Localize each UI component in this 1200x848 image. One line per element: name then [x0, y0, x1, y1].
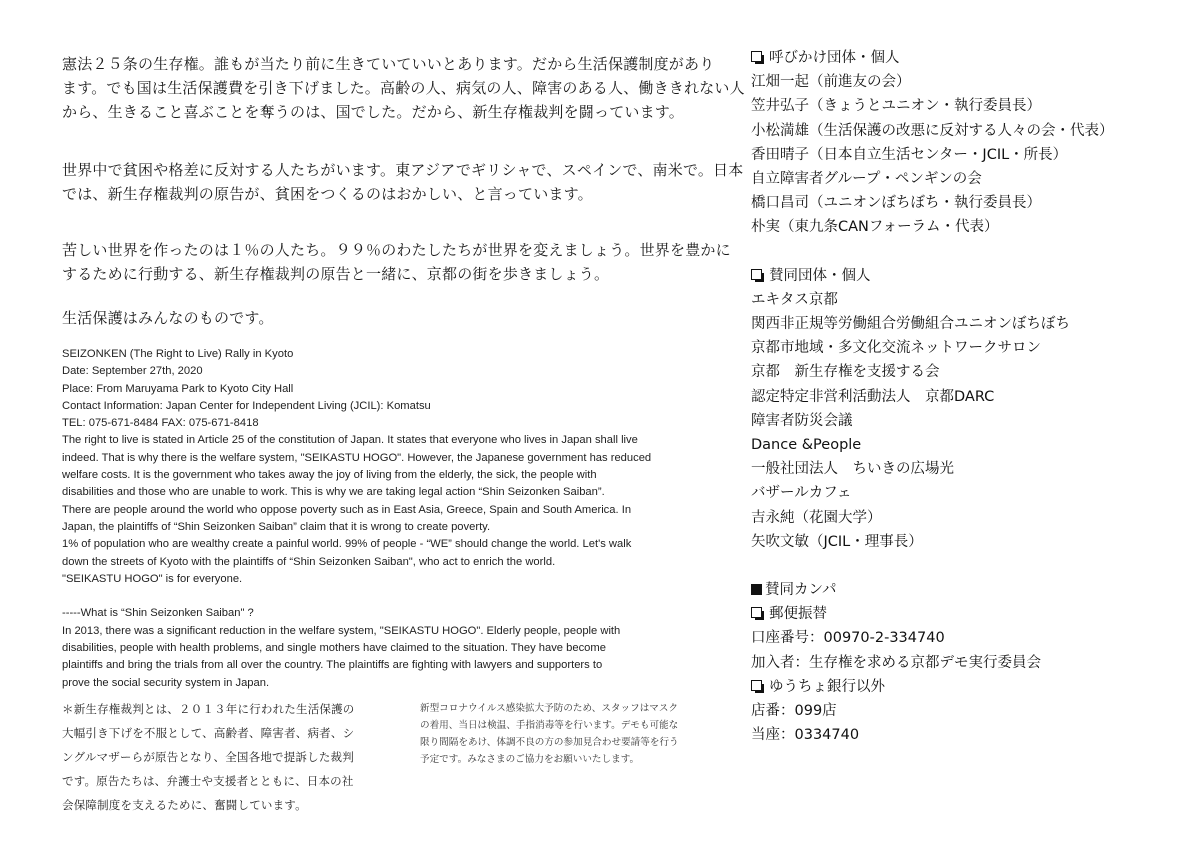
supporter-item: 京都 新生存権を支援する会: [751, 364, 940, 381]
intro-line: 憲法２５条の生存権。誰もが当たり前に生きていていいとあります。だから生活保護制度があり: [62, 55, 715, 73]
what-body-line: plaintiffs and bring the trials from all over the country. The plaintiffs are fighting with lawyers and supporters to: [62, 659, 603, 672]
event-phone: TEL: 075-671-8484 FAX: 075-671-8418: [62, 417, 259, 430]
lawsuit-note-line: ングルマザーらが原告となり、全国各地で提訴した裁判: [62, 750, 354, 764]
english-body-line: welfare costs. It is the government who takes away the joy of living from the elderly, the sick, the people with: [62, 469, 597, 482]
intro-paragraph: [62, 52, 745, 124]
change-paragraph: [62, 238, 730, 286]
english-section: [62, 346, 734, 692]
world-line: 世界中で貧困や格差に反対する人たちがいます。東アジアでギリシャで、スペインで、南米で。日本: [62, 161, 744, 179]
supporter-item: Dance &People: [751, 437, 862, 454]
supporter-item: 矢吹文敏（JCIL・理事長）: [751, 533, 923, 550]
covid-note-line: 限り間隔をあけ、体調不良の方の参加見合わせ要請等を行う: [420, 737, 679, 748]
current-account: 当座：0334740: [751, 727, 860, 744]
supporter-item: 一般社団法人 ちいきの広場光: [751, 461, 954, 478]
covid-note-line: 新型コロナウイルス感染拡大予防のため、スタッフはマスク: [420, 703, 679, 714]
what-heading: -----What is “Shin Seizonken Saiban" ?: [62, 607, 254, 620]
branch-number: 店番：099店: [751, 703, 837, 720]
intro-line: から、生きること喜ぶことを奪うのは、国でした。だから、新生存権裁判を闘っています。: [62, 103, 685, 121]
postal-heading-label: 郵便振替: [769, 606, 827, 623]
organizer-item: 朴実（東九条CANフォーラム・代表）: [751, 219, 999, 236]
world-paragraph: [62, 158, 744, 206]
checkbox-icon: [751, 269, 762, 280]
english-body-line: Japan, the plaintiffs of “Shin Seizonken Saiban” claim that it is wrong to create poverty.: [62, 520, 491, 533]
checkbox-icon: [751, 607, 762, 618]
what-body-line: prove the social security system in Japan.: [62, 676, 270, 689]
covid-note: [420, 700, 732, 768]
lawsuit-note: [62, 697, 400, 817]
organizer-item: 橋口昌司（ユニオンぼちぼち・執行委員長）: [751, 195, 1041, 212]
slogan-line: 生活保護はみんなのものです。: [62, 309, 274, 327]
lawsuit-note-line: 会保障制度を支えるために、奮闘しています。: [62, 798, 307, 812]
english-body-line: The right to live is stated in Article 25 of the constitution of Japan. It states that everyone who lives in Japan shall live: [62, 434, 638, 447]
spacer: [62, 588, 734, 605]
supporters-heading-label: 賛同団体・個人: [769, 267, 871, 284]
lawsuit-note-line: です。原告たちは、弁護士や支援者とともに、日本の社: [62, 774, 354, 788]
organizer-item: 自立障害者グループ・ペンギンの会: [751, 171, 982, 188]
world-line: では、新生存権裁判の原告が、貧困をつくるのはおかしい、と言っています。: [62, 185, 593, 203]
english-body-line: "SEIKASTU HOGO" is for everyone.: [62, 572, 243, 585]
english-body-line: down the streets of Kyoto with the plaintiffs of “Shin Seizonken Saiban", who act to enrich the world.: [62, 555, 556, 568]
intro-line: ます。でも国は生活保護費を引き下げました。高齢の人、病気の人、障害のある人、働ききれない人: [62, 79, 745, 97]
supporters-heading: [751, 264, 1181, 288]
event-date: Date: September 27th, 2020: [62, 365, 203, 378]
english-body-line: There are people around the world who oppose poverty such as in East Asia, Greece, Spain and South America. In: [62, 503, 632, 516]
organizer-item: 笠井弘子（きょうとユニオン・執行委員長）: [751, 98, 1041, 115]
organizer-item: 小松満雄（生活保護の改悪に反対する人々の会・代表）: [751, 122, 1114, 139]
supporter-item: 関西非正規等労働組合労働組合ユニオンぼちぼち: [751, 316, 1070, 333]
checkbox-icon: [751, 51, 762, 62]
postal-heading: [751, 602, 1181, 626]
donation-heading-label: 賛同カンパ: [765, 582, 837, 599]
event-place: Place: From Maruyama Park to Kyoto City Hall: [62, 382, 294, 395]
spacer: [751, 554, 1181, 578]
supporter-item: 吉永純（花園大学）: [751, 509, 882, 526]
supporter-item: 認定特定非営利活動法人 京都DARC: [751, 388, 995, 405]
change-line: 苦しい世界を作ったのは１％の人たち。９９％のわたしたちが世界を変えましょう。世界を豊かに: [62, 241, 731, 259]
change-line: するために行動する、新生存権裁判の原告と一緒に、京都の街を歩きましょう。: [62, 265, 610, 283]
supporter-item: バザールカフェ: [751, 485, 852, 502]
other-bank-heading-label: ゆうちょ銀行以外: [769, 678, 885, 695]
supporter-item: 京都市地域・多文化交流ネットワークサロン: [751, 340, 1041, 357]
event-contact: Contact Information: Japan Center for Independent Living (JCIL): Komatsu: [62, 399, 431, 412]
organizer-item: 香田晴子（日本自立生活センター・JCIL・所長）: [751, 146, 1068, 163]
covid-note-line: 予定です。みなさまのご協力をお願いいたします。: [420, 754, 640, 765]
other-bank-heading: [751, 675, 1181, 699]
supporter-item: エキタス京都: [751, 291, 838, 308]
event-title: SEIZONKEN (The Right to Live) Rally in Kyoto: [62, 348, 294, 360]
covid-note-line: の着用、当日は検温、手指消毒等を行います。デモも可能な: [420, 720, 679, 731]
supporter-item: 障害者防災会議: [751, 412, 853, 429]
lawsuit-note-line: 大幅引き下げを不服として、高齢者、障害者、病者、シ: [62, 726, 355, 740]
what-body-line: In 2013, there was a significant reduction in the welfare system, "SEIKASTU HOGO". Elderly people, people with: [62, 624, 621, 637]
organizers-heading: [751, 46, 1181, 70]
slogan-paragraph: [62, 306, 730, 330]
spacer: [751, 240, 1181, 264]
organizer-item: 江畑一起（前進友の会）: [751, 74, 911, 91]
donation-heading: [751, 578, 1181, 602]
account-number: 口座番号：00970-2-334740: [751, 630, 945, 647]
black-square-icon: [751, 584, 762, 595]
organizers-heading-label: 呼びかけ団体・個人: [769, 50, 900, 66]
lawsuit-note-line: ＊新生存権裁判とは、２０１３年に行われた生活保護の: [62, 702, 355, 716]
checkbox-icon: [751, 680, 762, 691]
account-name: 加入者：生存権を求める京都デモ実行委員会: [751, 654, 1041, 671]
english-body-line: disabilities and those who are unable to work. This is why we are taking legal action “Shin Seizonken Saiban”.: [62, 486, 605, 499]
right-column: [751, 46, 1181, 747]
english-body-line: indeed. That is why there is the welfare system, "SEIKASTU HOGO". However, the Japanese government has reduced: [62, 451, 652, 464]
english-body-line: 1% of population who are wealthy create a painful world. 99% of people - “WE” should change the world. Let's walk: [62, 538, 632, 551]
what-body-line: disabilities, people with health problems, and single mothers have claimed to the situation. They have become: [62, 642, 606, 655]
